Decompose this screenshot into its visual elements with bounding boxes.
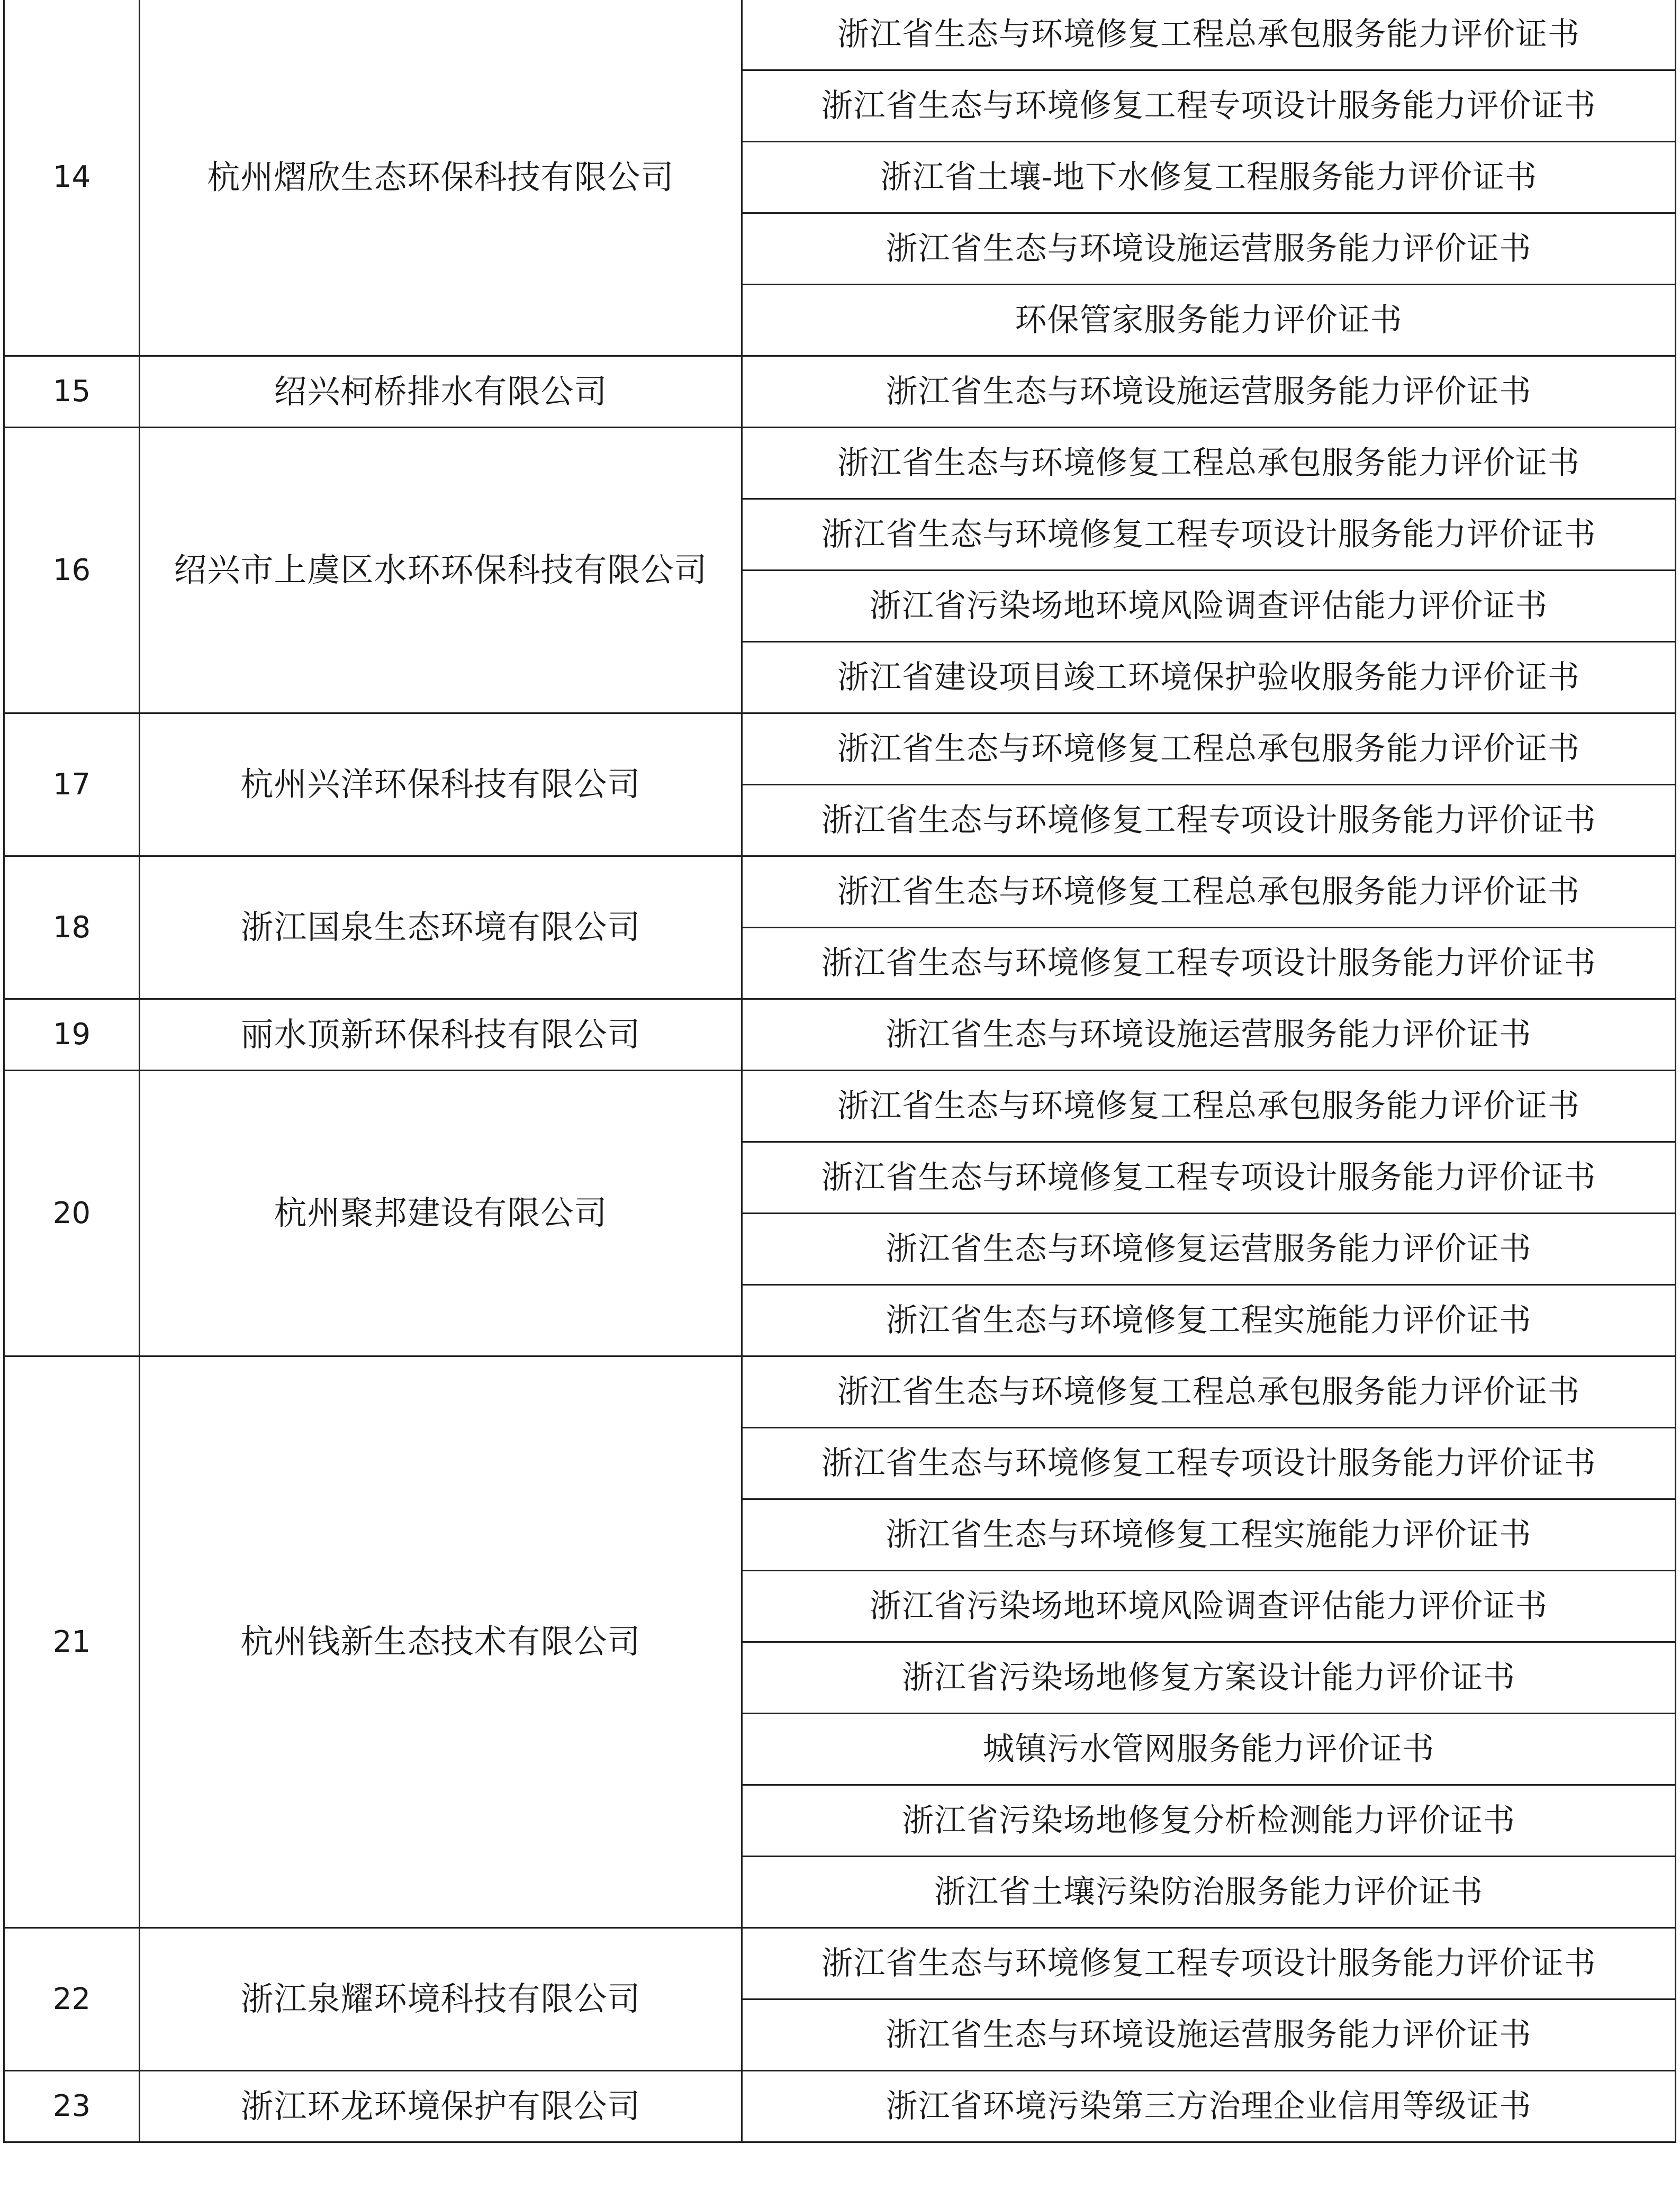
table-row — [4, 1928, 1676, 1999]
row-number: 22 — [4, 1928, 140, 2071]
certificate-name: 浙江省生态与环境修复工程总承包服务能力评价证书 — [742, 428, 1676, 499]
certificate-name: 浙江省生态与环境修复工程总承包服务能力评价证书 — [742, 713, 1676, 785]
table-row — [4, 713, 1676, 785]
company-name: 绍兴柯桥排水有限公司 — [140, 356, 742, 428]
certificate-name: 浙江省生态与环境修复工程总承包服务能力评价证书 — [742, 0, 1676, 70]
table-row — [4, 1356, 1676, 1428]
company-name: 绍兴市上虞区水环环保科技有限公司 — [140, 428, 742, 713]
company-name: 浙江泉耀环境科技有限公司 — [140, 1928, 742, 2071]
certificate-table — [3, 0, 1676, 2143]
company-name: 杭州聚邦建设有限公司 — [140, 1071, 742, 1356]
table-row — [4, 0, 1676, 70]
certificate-name: 浙江省环境污染第三方治理企业信用等级证书 — [742, 2071, 1676, 2142]
company-name: 杭州钱新生态技术有限公司 — [140, 1356, 742, 1928]
company-name: 浙江国泉生态环境有限公司 — [140, 856, 742, 999]
certificate-name: 浙江省生态与环境设施运营服务能力评价证书 — [742, 356, 1676, 428]
certificate-name: 浙江省生态与环境修复工程专项设计服务能力评价证书 — [742, 1142, 1676, 1214]
certificate-name: 浙江省生态与环境设施运营服务能力评价证书 — [742, 1999, 1676, 2071]
certificate-name: 浙江省生态与环境修复工程专项设计服务能力评价证书 — [742, 499, 1676, 571]
certificate-name: 浙江省土壤-地下水修复工程服务能力评价证书 — [742, 142, 1676, 213]
certificate-name: 浙江省生态与环境修复运营服务能力评价证书 — [742, 1214, 1676, 1285]
certificate-name: 浙江省生态与环境修复工程总承包服务能力评价证书 — [742, 856, 1676, 928]
certificate-name: 浙江省建设项目竣工环境保护验收服务能力评价证书 — [742, 642, 1676, 713]
row-number: 21 — [4, 1356, 140, 1928]
row-number: 16 — [4, 428, 140, 713]
table-row — [4, 856, 1676, 928]
certificate-name: 浙江省生态与环境修复工程实施能力评价证书 — [742, 1499, 1676, 1571]
company-name: 丽水顶新环保科技有限公司 — [140, 999, 742, 1071]
company-name: 杭州熠欣生态环保科技有限公司 — [140, 0, 742, 356]
certificate-name: 浙江省生态与环境修复工程实施能力评价证书 — [742, 1285, 1676, 1356]
certificate-name: 浙江省土壤污染防治服务能力评价证书 — [742, 1857, 1676, 1928]
table-row — [4, 428, 1676, 499]
certificate-name: 浙江省污染场地修复方案设计能力评价证书 — [742, 1642, 1676, 1714]
row-number: 15 — [4, 356, 140, 428]
certificate-name: 浙江省生态与环境修复工程总承包服务能力评价证书 — [742, 1071, 1676, 1142]
table-body — [4, 0, 1676, 2142]
row-number: 19 — [4, 999, 140, 1071]
certificate-name: 浙江省污染场地修复分析检测能力评价证书 — [742, 1785, 1676, 1857]
certificate-name: 浙江省生态与环境设施运营服务能力评价证书 — [742, 213, 1676, 285]
table-row — [4, 999, 1676, 1071]
row-number: 18 — [4, 856, 140, 999]
certificate-name: 浙江省污染场地环境风险调查评估能力评价证书 — [742, 571, 1676, 642]
certificate-name: 浙江省生态与环境修复工程总承包服务能力评价证书 — [742, 1356, 1676, 1428]
certificate-name: 环保管家服务能力评价证书 — [742, 285, 1676, 356]
table-row — [4, 1071, 1676, 1142]
certificate-name: 浙江省生态与环境设施运营服务能力评价证书 — [742, 999, 1676, 1071]
certificate-name: 浙江省生态与环境修复工程专项设计服务能力评价证书 — [742, 928, 1676, 999]
certificate-name: 浙江省生态与环境修复工程专项设计服务能力评价证书 — [742, 70, 1676, 142]
row-number: 17 — [4, 713, 140, 856]
table-row — [4, 356, 1676, 428]
certificate-name: 浙江省生态与环境修复工程专项设计服务能力评价证书 — [742, 1928, 1676, 1999]
row-number: 23 — [4, 2071, 140, 2142]
certificate-name: 浙江省生态与环境修复工程专项设计服务能力评价证书 — [742, 785, 1676, 856]
table-row — [4, 2071, 1676, 2142]
certificate-name: 浙江省污染场地环境风险调查评估能力评价证书 — [742, 1571, 1676, 1642]
certificate-name: 浙江省生态与环境修复工程专项设计服务能力评价证书 — [742, 1428, 1676, 1499]
row-number: 20 — [4, 1071, 140, 1356]
company-name: 浙江环龙环境保护有限公司 — [140, 2071, 742, 2142]
certificate-name: 城镇污水管网服务能力评价证书 — [742, 1714, 1676, 1785]
row-number: 14 — [4, 0, 140, 356]
company-name: 杭州兴洋环保科技有限公司 — [140, 713, 742, 856]
